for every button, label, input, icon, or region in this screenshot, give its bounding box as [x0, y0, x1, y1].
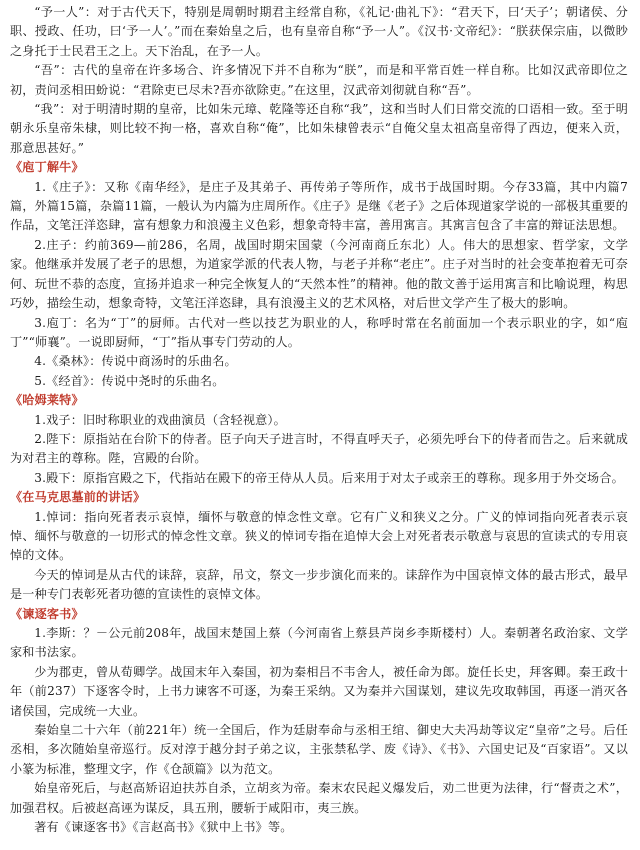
- section-paragraph: 2.陛下：原指站在台阶下的侍者。臣子向天子进言时，不得直呼天子，必须先呼台下的侍者而告之。后来就成为对君主的尊称。陛，宫殿的台阶。: [10, 431, 628, 466]
- section-paragraph: 始皇帝死后，与赵高矫诏迫扶苏自杀，立胡亥为帝。秦末农民起义爆发后，劝二世更为法律，行“督责之术”，加强君权。后被赵高诬为谋反，具五刑，腰斩于咸阳市，夷三族。: [10, 781, 628, 815]
- section-heading: 《哈姆莱特》: [10, 393, 84, 408]
- section-paragraph: 1.戏子：旧时称职业的戏曲演员（含轻视意）。: [34, 412, 286, 427]
- section-paragraph: 5.《经首》：传说中尧时的乐曲名。: [34, 373, 225, 388]
- intro-paragraph: “予一人”：对于古代天下，特别是周朝时期君主经常自称，《礼记·曲礼下》：“君天下，曰‘天子’；朝诸侯、分职、授政、任功，曰‘予一人’。”而在秦始皇之后，也有皇帝自称“予一人”。《汉书·文帝纪》：“朕获保宗庙，以微眇之身托于士民君王之上。天下治乱，在予一人。: [10, 5, 628, 58]
- intro-paragraph: “我”：对于明清时期的皇帝，比如朱元璋、乾隆等还自称“我”，这和当时人们日常交流的口语相一致。至于明朝永乐皇帝朱棣，则比较不拘一格，喜欢自称“俺”，比如朱棣曾表示“自俺父皇太祖高皇帝得了西边，便来入贡，那意思甚好。”: [10, 102, 628, 155]
- section-paragraph: 2.庄子：约前369—前286，名周，战国时期宋国蒙（今河南商丘东北）人。伟大的思想家、哲学家，文学家。他继承并发展了老子的思想，为道家学派的代表人物，与老子并称“老庄”。庄子对当时的社会变革抱着无可奈何、玩世不恭的态度，宣扬并追求一种完全恢复人的“天然本性”的精神。他的散文善于运用寓言和比喻说理，构思巧妙，描绘生动，想象奇特，文笔汪洋恣肆，具有浪漫主义的艺术风格，对后世文学产生了极大的影响。: [10, 237, 628, 311]
- section-heading: 《庖丁解牛》: [10, 160, 84, 175]
- section-paragraph: 今天的悼词是从古代的诔辞，哀辞，吊文，祭文一步步演化而来的。诔辞作为中国哀悼文体的最古形式，最早是一种专门表彰死者功德的宣读性的哀悼文体。: [10, 567, 628, 602]
- section-paragraph: 著有《谏逐客书》《言赵高书》《狱中上书》等。: [34, 820, 293, 835]
- section-paragraph: 少为郡吏，曾从荀卿学。战国末年入秦国，初为秦相吕不韦舍人，被任命为郎。旋任长史，拜客卿。秦王政十年（前237）下逐客令时，上书力谏客不可逐，为秦王采纳。又为秦并六国谋划，建议先攻取韩国，再逐一消灭各诸侯国，完成统一大业。: [10, 664, 628, 718]
- section-paragraph: 1.李斯：？－公元前208年，战国末楚国上蔡（今河南省上蔡县芦岗乡李斯楼村）人。秦朝著名政治家、文学家和书法家。: [10, 626, 628, 660]
- section-heading: 《在马克思墓前的讲话》: [10, 490, 146, 505]
- intro-paragraph: “吾”：古代的皇帝在许多场合、许多情况下并不自称为“朕”，而是和平常百姓一样自称。比如汉武帝即位之初，责问丞相田蚡说：“君除吏已尽未?吾亦欲除吏。”在这里，汉武帝刘彻就自称“吾”。: [10, 63, 628, 97]
- section-paragraph: 3.庖丁：名为“丁”的厨师。古代对一些以技艺为职业的人，称呼时常在名前面加一个表示职业的字，如“庖丁”“师襄”。一说即厨师，“丁”指从事专门劳动的人。: [10, 315, 628, 349]
- section-paragraph: 4.《桑林》：传说中商汤时的乐曲名。: [34, 354, 237, 369]
- section-heading: 《谏逐客书》: [10, 606, 84, 621]
- section-paragraph: 1.《庄子》：又称《南华经》，是庄子及其弟子、再传弟子等所作，成书于战国时期。今存33篇，其中内篇7篇，外篇15篇，杂篇11篇，一般认为内篇为庄周所作。《庄子》是继《老子》之后体现道家学说的一部极其重要的作品，文笔汪洋恣肆，富有想象力和浪漫主义色彩，想象奇特丰富，善用寓言。其寓言包含了丰富的辩证法思想。: [10, 179, 628, 233]
- section-paragraph: 1.悼词：指向死者表示哀悼，缅怀与敬意的悼念性文章。它有广义和狭义之分。广义的悼词指向死者表示哀悼、缅怀与敬意的一切形式的悼念性文章。狭义的悼词专指在追悼大会上对死者表示敬意与哀思的宣读式的专用哀悼的文体。: [10, 509, 628, 563]
- section-paragraph: 秦始皇二十六年（前221年）统一全国后，作为廷尉奉命与丞相王绾、御史大夫冯劫等议定“皇帝”之号。后任丞相，多次随始皇帝巡行。反对淳于越分封子弟之议，主张禁私学、废《诗》、《书》、六国史记及“百家语”。又以小篆为标准，整理文字，作《仓颉篇》以为范文。: [10, 723, 628, 776]
- section-paragraph: 3.殿下：原指宫殿之下，代指站在殿下的帝王侍从人员。后来用于对太子或亲王的尊称。现多用于外交场合。: [34, 470, 624, 485]
